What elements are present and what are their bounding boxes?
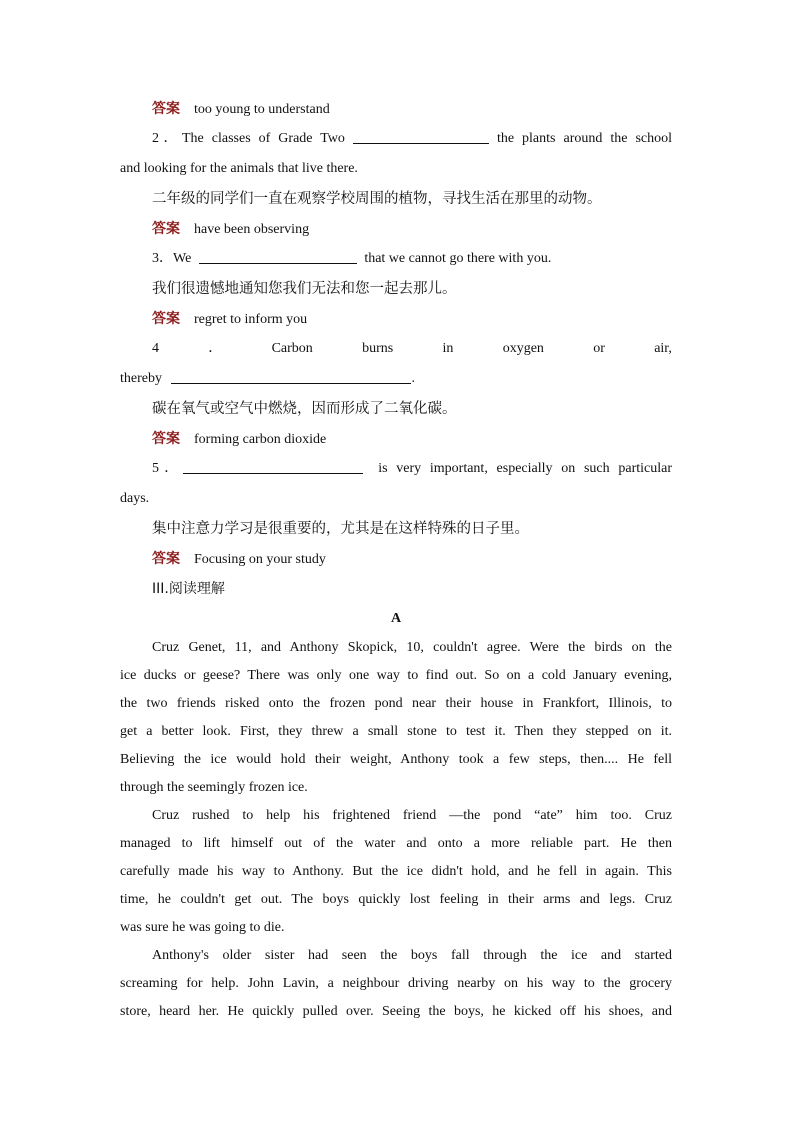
- answer-line-1: [120, 94, 672, 124]
- question-2-chinese: 二年级的同学们一直在观察学校周围的植物，寻找生活在那里的动物。: [152, 191, 602, 207]
- passage-line: Anthony's older sister had seen the boys fall through the ice and started: [152, 948, 672, 963]
- question-5-line-1: [120, 454, 672, 484]
- question-5-blank[interactable]: [183, 457, 363, 474]
- section-title: III.阅读理解: [152, 581, 225, 597]
- question-2-lead: 2．The classes of Grade Two: [152, 131, 345, 146]
- answer-text-5: Focusing on your study: [194, 552, 326, 567]
- passage-line: managed to lift himself out of the water and onto a more reliable part. He then: [120, 836, 672, 851]
- passage-line: time, he couldn't get out. The boys quickly lost feeling in their arms and legs. Cruz: [120, 892, 672, 907]
- question-4-word: Carbon: [271, 341, 313, 356]
- question-2-tail: the plants around the school: [496, 131, 672, 146]
- passage-part-label: A: [390, 611, 402, 626]
- question-2-line-1: [120, 124, 672, 154]
- answer-label: 答案: [152, 311, 180, 327]
- passage-line: through the seemingly frozen ice.: [120, 780, 308, 795]
- answer-label: 答案: [152, 431, 180, 447]
- question-3-lead: 3．We: [152, 251, 192, 266]
- answer-line-5: [120, 544, 672, 574]
- question-4-word: ．: [208, 341, 223, 356]
- question-4-word: in: [442, 341, 454, 356]
- answer-text-3: regret to inform you: [194, 312, 308, 327]
- question-5-lead: 5．: [152, 461, 184, 476]
- passage-line: was sure he was going to die.: [120, 920, 285, 935]
- passage-line: Cruz Genet, 11, and Anthony Skopick, 10, couldn't agree. Were the birds on the: [152, 640, 672, 655]
- answer-text-1: too young to understand: [194, 102, 330, 117]
- question-5-chinese: 集中注意力学习是很重要的，尤其是在这样特殊的日子里。: [152, 521, 529, 537]
- answer-text-2: have been observing: [194, 222, 310, 237]
- question-3-line: [120, 244, 672, 274]
- question-4-tail: .: [411, 371, 415, 386]
- passage-line: the two friends risked onto the frozen pond near their house in Frankfort, Illinois, to: [120, 696, 672, 711]
- question-2-line-2: and looking for the animals that live there.: [120, 161, 358, 176]
- question-4-word: 4: [152, 341, 159, 356]
- passage-line: Believing the ice would hold their weight, Anthony took a few steps, then.... He fell: [120, 752, 672, 767]
- question-4-word: burns: [362, 341, 394, 356]
- answer-label: 答案: [152, 101, 180, 117]
- passage-line: screaming for help. John Lavin, a neighbour driving nearby on his way to the grocery: [120, 976, 672, 991]
- passage-line: ice ducks or geese? There was only one way to find out. So on a cold January evening,: [120, 668, 672, 683]
- question-4-lead: thereby: [120, 371, 162, 386]
- answer-text-4: forming carbon dioxide: [194, 432, 327, 447]
- passage-line: get a better look. First, they threw a small stone to test it. Then they stepped on it.: [120, 724, 672, 739]
- question-4-blank[interactable]: [171, 367, 411, 384]
- answer-line-2: [120, 214, 672, 244]
- passage-line: Cruz rushed to help his frightened friend —the pond “ate” him too. Cruz: [152, 808, 672, 823]
- answer-line-3: [120, 304, 672, 334]
- passage-a: [120, 634, 672, 1026]
- question-3-tail: that we cannot go there with you.: [364, 251, 552, 266]
- question-4-word: or: [593, 341, 605, 356]
- question-2-blank[interactable]: [353, 127, 489, 144]
- answer-label: 答案: [152, 551, 180, 567]
- answer-line-4: [120, 424, 672, 454]
- question-4-word: air,: [654, 341, 672, 356]
- question-5-tail: is very important, especially on such particular: [378, 461, 672, 476]
- question-4-line-2: [120, 364, 672, 394]
- question-4-word: oxygen: [502, 341, 544, 356]
- answer-label: 答案: [152, 221, 180, 237]
- question-3-blank[interactable]: [199, 247, 357, 264]
- passage-line: store, heard her. He quickly pulled over. Seeing the boys, he kicked off his shoes, and: [120, 1004, 672, 1019]
- question-4-chinese: 碳在氧气或空气中燃烧，因而形成了二氧化碳。: [152, 401, 457, 417]
- passage-line: carefully made his way to Anthony. But the ice didn't hold, and he fell in again. This: [120, 864, 672, 879]
- question-5-line-2: days.: [120, 491, 150, 506]
- document-content: [120, 94, 672, 1026]
- question-3-chinese: 我们很遗憾地通知您我们无法和您一起去那儿。: [152, 281, 457, 297]
- question-4-line-1: [120, 334, 672, 364]
